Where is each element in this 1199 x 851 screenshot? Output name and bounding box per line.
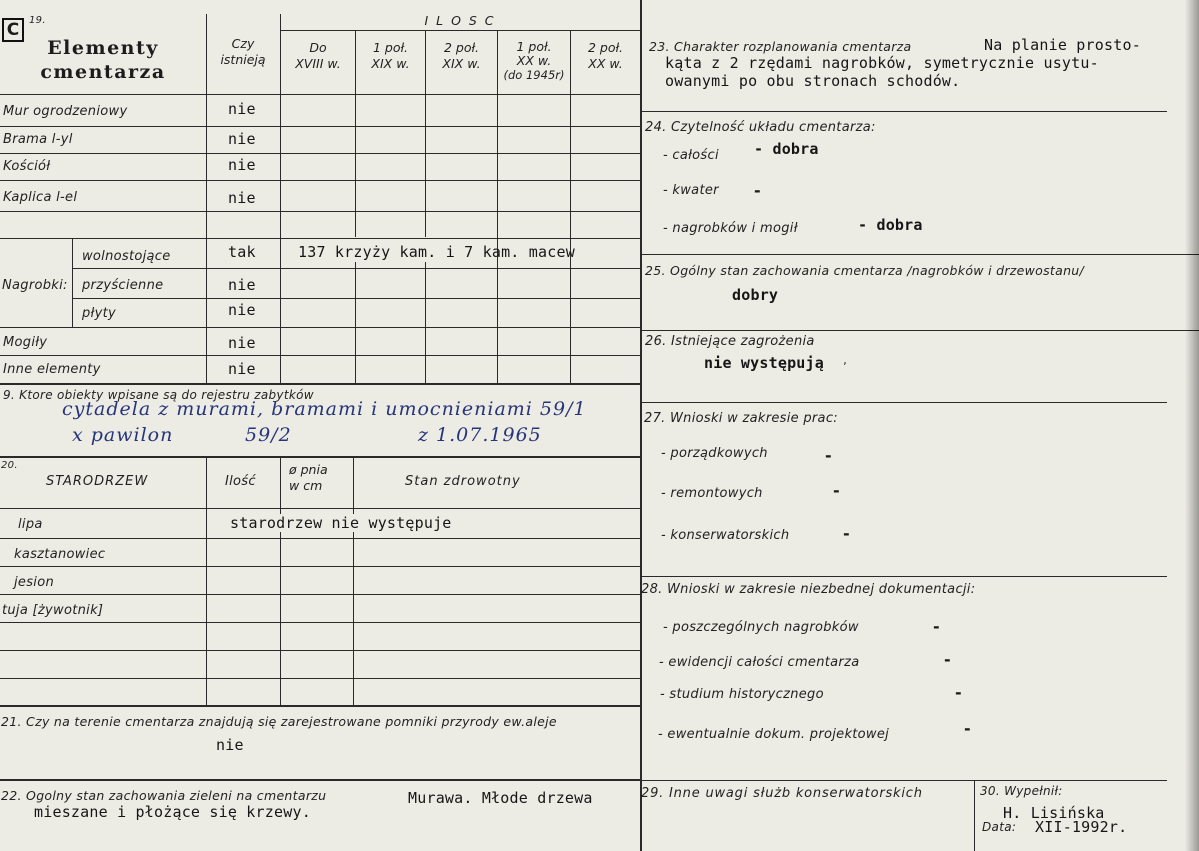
- section-23-label: 23. Charakter rozplanowania cmentarza: [649, 39, 912, 54]
- section-25-label: 25. Ogólny stan zachowania cmentarza /nagrobków i drzewostanu/: [645, 263, 1085, 278]
- row-label: Mur ogrodzeniowy: [3, 104, 128, 119]
- section-20-title: STARODRZEW: [46, 474, 149, 489]
- rule: [0, 594, 640, 595]
- section-9-handwriting-date: z 1.07.1965: [418, 424, 542, 446]
- rule: [640, 111, 1167, 112]
- sub-item-label: - całości: [663, 148, 719, 163]
- row-label: Mogiły: [3, 335, 48, 350]
- tree-row-label: tuja [żywotnik]: [2, 603, 104, 618]
- section-25-value: dobry: [732, 286, 779, 304]
- rule: [640, 254, 1199, 255]
- sub-item-label: - ewentualnie dokum. projektowej: [658, 727, 890, 742]
- nagrobki-note: 137 krzyży kam. i 7 kam. macew: [298, 243, 575, 261]
- rule: [0, 779, 640, 781]
- rule: [640, 576, 1167, 577]
- rule: [353, 456, 354, 705]
- rule: [0, 622, 640, 623]
- period-header: Do XVIII w.: [295, 40, 341, 71]
- rule: [0, 678, 640, 679]
- sub-item-label: - studium historycznego: [660, 687, 824, 702]
- tree-row-label: lipa: [18, 517, 43, 532]
- rule: [425, 262, 426, 383]
- nagrobki-label: Nagrobki:: [2, 278, 68, 293]
- section-23-value-line1: Na planie prosto-: [984, 36, 1141, 54]
- tree-row-label: jesion: [14, 575, 54, 590]
- row-value: tak: [228, 243, 256, 261]
- rule: [0, 508, 640, 509]
- row-label: Inne elementy: [3, 362, 101, 377]
- rule: [640, 780, 1167, 781]
- section-26-value: nie występują: [704, 354, 824, 372]
- row-label: przyścienne: [82, 278, 164, 293]
- row-value: nie: [228, 189, 256, 207]
- sub-item-value: -: [964, 719, 971, 738]
- rule: [0, 153, 640, 154]
- rule: [0, 126, 640, 127]
- column-stan-zdrowotny: Stan zdrowotny: [405, 474, 521, 489]
- sub-item-value: -: [843, 524, 850, 543]
- edge-shadow: [1185, 0, 1199, 851]
- center-divider: [640, 0, 642, 851]
- rule: [0, 705, 640, 707]
- rule: [0, 327, 640, 328]
- filled-by-name: H. Lisińska: [1003, 804, 1105, 822]
- row-value: nie: [228, 301, 256, 319]
- rule: [974, 780, 975, 851]
- section-19-number: 19.: [29, 15, 46, 26]
- sub-item-label: - poszczególnych nagrobków: [663, 620, 859, 635]
- section-26-label: 26. Istniejące zagrożenia: [645, 334, 815, 349]
- section-29-label: 29. Inne uwagi służb konserwatorskich: [641, 786, 923, 801]
- sub-item-label: - ewidencji całości cmentarza: [659, 655, 860, 670]
- rule: [0, 456, 640, 458]
- row-label: wolnostojące: [82, 249, 171, 264]
- rule: [640, 402, 1167, 403]
- row-value: nie: [228, 276, 256, 294]
- rule: [0, 383, 640, 385]
- section-9-handwriting-pawilon: x pawilon: [72, 424, 174, 446]
- section-23-value-line3: owanymi po obu stronach schodów.: [665, 72, 961, 90]
- date-value: XII-1992r.: [1035, 818, 1128, 836]
- row-value: nie: [228, 100, 256, 118]
- section-letter-box: C: [2, 18, 24, 42]
- row-label: Brama l-yl: [3, 132, 73, 147]
- row-value: nie: [228, 130, 256, 148]
- rule: [0, 355, 640, 356]
- sub-item-label: - porządkowych: [661, 446, 768, 461]
- sub-item-label: - kwater: [663, 183, 719, 198]
- rule: [280, 30, 640, 31]
- section-24-label: 24. Czytelność układu cmentarza:: [645, 120, 876, 135]
- section-22-value-line2: mieszane i płożące się krzewy.: [34, 803, 311, 821]
- date-label: Data:: [982, 820, 1017, 834]
- section-19-title: Elementy cmentarza: [40, 37, 166, 83]
- row-value: nie: [228, 360, 256, 378]
- rule: [0, 180, 640, 181]
- sub-item-label: - nagrobków i mogił: [663, 221, 798, 236]
- rule: [0, 538, 640, 539]
- period-header: 1 poł. XX w. (do 1945r): [503, 39, 565, 82]
- section-9-handwriting-number: 59/2: [245, 424, 292, 446]
- sub-item-value: -: [944, 650, 951, 669]
- rule: [0, 238, 640, 239]
- column-ilosc: I L O S C: [424, 13, 496, 28]
- column-pnia: ø pnia w cm: [289, 462, 328, 493]
- rule: [72, 298, 640, 299]
- stray-mark: ʼ: [843, 360, 847, 374]
- section-23-value-line2: kąta z 2 rzędami nagrobków, symetrycznie usytu-: [665, 54, 1099, 72]
- rule: [497, 30, 498, 383]
- sub-item-value: -: [955, 683, 962, 702]
- row-value: nie: [228, 156, 256, 174]
- section-28-label: 28. Wnioski w zakresie niezbednej dokumentacji:: [641, 582, 976, 597]
- row-label: płyty: [82, 306, 116, 321]
- period-header: 2 poł. XIX w.: [442, 40, 481, 71]
- sub-item-value: -: [825, 446, 832, 465]
- rule: [0, 211, 640, 212]
- rule: [0, 94, 640, 95]
- section-22-value-line1: Murawa. Młode drzewa: [408, 789, 593, 807]
- section-9-handwriting-line1: cytadela z murami, bramami i umocnieniami 59/1: [62, 398, 587, 420]
- section-9-label: 9. Ktore obiekty wpisane są do rejestru zabytków: [3, 388, 314, 402]
- rule: [72, 268, 640, 269]
- section-21-value: nie: [216, 736, 244, 754]
- rule: [72, 238, 73, 327]
- sub-item-value: - dobra: [754, 140, 819, 158]
- sub-item-value: -: [754, 181, 761, 200]
- sub-item-value: -: [833, 481, 840, 500]
- column-ilosc-20: Ilość: [225, 474, 256, 489]
- section-30-label: 30. Wypełnił:: [980, 784, 1063, 798]
- section-20-number: 20.: [1, 460, 18, 471]
- row-value: nie: [228, 334, 256, 352]
- section-22-label: 22. Ogolny stan zachowania zieleni na cmentarzu: [1, 788, 327, 803]
- rule: [570, 30, 571, 383]
- section-27-label: 27. Wnioski w zakresie prac:: [644, 411, 838, 426]
- sub-item-label: - remontowych: [661, 486, 763, 501]
- rule: [0, 650, 640, 651]
- period-header: 2 poł. XX w.: [587, 40, 624, 71]
- column-czy-istnieja: Czy istnieją: [220, 36, 266, 67]
- rule: [206, 456, 207, 705]
- sub-item-value: - dobra: [858, 216, 923, 234]
- section-21-label: 21. Czy na terenie cmentarza znajdują się zarejestrowane pomniki przyrody ew.aleje: [1, 714, 557, 729]
- row-label: Kościół: [3, 159, 51, 174]
- tree-row-label: kasztanowiec: [14, 547, 106, 562]
- row-label: Kaplica l-el: [3, 190, 78, 205]
- rule: [355, 262, 356, 383]
- sub-item-value: -: [933, 617, 940, 636]
- rule: [640, 330, 1199, 331]
- rule: [0, 566, 640, 567]
- sub-item-label: - konserwatorskich: [661, 528, 790, 543]
- period-header: 1 poł. XIX w.: [371, 40, 410, 71]
- starodrzew-note: starodrzew nie występuje: [230, 514, 452, 532]
